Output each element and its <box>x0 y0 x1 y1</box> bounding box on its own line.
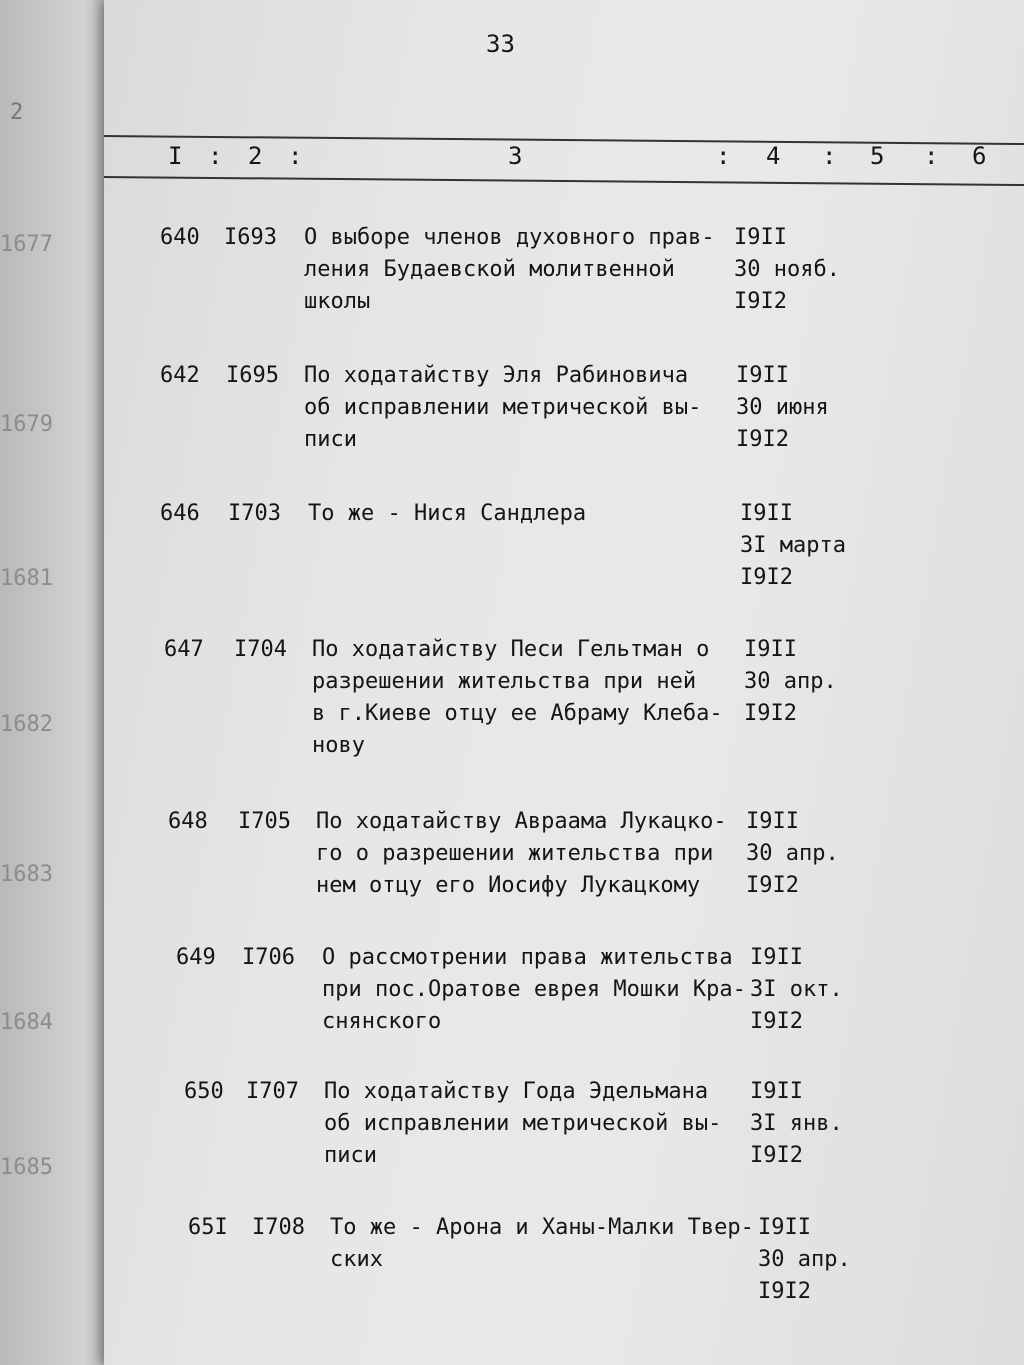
page-number: 33 <box>486 30 515 58</box>
column-separator: : <box>208 142 223 170</box>
start-year: I9II <box>758 1215 811 1240</box>
underlying-page-number: 1685 <box>0 1155 53 1180</box>
end-date: 30 апр. <box>746 841 839 866</box>
header-rule-top <box>104 135 1024 145</box>
entry-title <box>330 1212 770 1276</box>
end-date: 3I янв. <box>750 1111 843 1136</box>
end-year: I9I2 <box>744 701 797 726</box>
end-date: 3I окт. <box>750 977 843 1002</box>
start-year: I9II <box>734 225 787 250</box>
end-year: I9I2 <box>734 289 787 314</box>
entry-title <box>322 942 762 1038</box>
title-line: разрешении жительства при ней <box>312 669 697 694</box>
title-line: По ходатайству Эля Рабиновича <box>304 363 689 388</box>
file-number: I693 <box>224 225 277 250</box>
end-year: I9I2 <box>750 1143 803 1168</box>
underlying-page <box>0 0 120 1365</box>
entry-number: 640 <box>160 225 200 250</box>
end-year: I9I2 <box>736 427 789 452</box>
entry-title <box>312 634 752 762</box>
underlying-page-number: 1683 <box>0 862 53 887</box>
entry-title <box>304 360 744 456</box>
end-year: I9I2 <box>746 873 799 898</box>
entry-dates <box>740 498 870 594</box>
title-line: писи <box>304 427 357 452</box>
title-line: О рассмотрении права жительства <box>322 945 733 970</box>
title-line: го о разрешении жительства при <box>316 841 714 866</box>
underlying-page-number: 1681 <box>0 566 53 591</box>
entry-dates <box>758 1212 888 1308</box>
entry-title <box>316 806 756 902</box>
underlying-page-header: 2 <box>10 100 30 125</box>
entry-dates <box>744 634 874 730</box>
title-line: при пос.Оратове еврея Мошки Кра- <box>322 977 746 1002</box>
file-number: I705 <box>238 809 291 834</box>
start-year: I9II <box>736 363 789 388</box>
entry-number: 646 <box>160 501 200 526</box>
column-separator: : <box>716 142 731 170</box>
title-line: снянского <box>322 1009 442 1034</box>
file-number: I707 <box>246 1079 299 1104</box>
entry-number: 642 <box>160 363 200 388</box>
file-number: I695 <box>226 363 279 388</box>
underlying-page-number: 1684 <box>0 1010 53 1035</box>
entry-title <box>304 222 744 318</box>
column-header-2: 2 <box>248 142 263 170</box>
end-date: 3I марта <box>740 533 846 558</box>
file-number: I703 <box>228 501 281 526</box>
entry-dates <box>736 360 866 456</box>
title-line: школы <box>304 289 371 314</box>
end-date: 30 апр. <box>758 1247 851 1272</box>
entry-dates <box>746 806 876 902</box>
column-header-4: 4 <box>766 142 781 170</box>
column-separator: : <box>288 142 303 170</box>
entry-dates <box>750 1076 880 1172</box>
title-line: об исправлении метрической вы- <box>304 395 702 420</box>
file-number: I706 <box>242 945 295 970</box>
end-date: 30 июня <box>736 395 829 420</box>
title-line: По ходатайству Авраама Лукацко- <box>316 809 727 834</box>
title-line: О выборе членов духовного прав- <box>304 225 715 250</box>
column-separator: : <box>822 142 837 170</box>
start-year: I9II <box>750 1079 803 1104</box>
underlying-page-number: 1679 <box>0 412 53 437</box>
start-year: I9II <box>744 637 797 662</box>
end-year: I9I2 <box>740 565 793 590</box>
end-date: 30 нояб. <box>734 257 840 282</box>
entry-dates <box>750 942 880 1038</box>
entry-number: 647 <box>164 637 204 662</box>
header-rule-bottom <box>104 176 1024 186</box>
title-line: об исправлении метрической вы- <box>324 1111 722 1136</box>
entry-number: 648 <box>168 809 208 834</box>
title-line: нову <box>312 733 365 758</box>
title-line: писи <box>324 1143 377 1168</box>
entry-number: 650 <box>184 1079 224 1104</box>
title-line: То же - Нися Сандлера <box>308 501 587 526</box>
document-page <box>104 0 1024 1365</box>
file-number: I704 <box>234 637 287 662</box>
column-header-1: I <box>168 142 183 170</box>
entry-number: 65I <box>188 1215 228 1240</box>
entry-title <box>308 498 748 530</box>
end-year: I9I2 <box>758 1279 811 1304</box>
title-line: По ходатайству Песи Гельтман о <box>312 637 710 662</box>
column-header-6: 6 <box>972 142 987 170</box>
entry-number: 649 <box>176 945 216 970</box>
entry-title <box>324 1076 764 1172</box>
column-header-5: 5 <box>870 142 885 170</box>
title-line: нем отцу его Иосифу Лукацкому <box>316 873 701 898</box>
start-year: I9II <box>750 945 803 970</box>
column-separator: : <box>924 142 939 170</box>
underlying-page-number: 1677 <box>0 232 53 257</box>
underlying-page-number: 1682 <box>0 712 53 737</box>
start-year: I9II <box>746 809 799 834</box>
title-line: То же - Арона и Ханы-Малки Твер- <box>330 1215 754 1240</box>
title-line: ских <box>330 1247 383 1272</box>
title-line: в г.Киеве отцу ее Абраму Клеба- <box>312 701 723 726</box>
title-line: ления Будаевской молитвенной <box>304 257 675 282</box>
entry-dates <box>734 222 864 318</box>
start-year: I9II <box>740 501 793 526</box>
column-header-3: 3 <box>508 142 523 170</box>
end-date: 30 апр. <box>744 669 837 694</box>
end-year: I9I2 <box>750 1009 803 1034</box>
title-line: По ходатайству Года Эдельмана <box>324 1079 709 1104</box>
file-number: I708 <box>252 1215 305 1240</box>
